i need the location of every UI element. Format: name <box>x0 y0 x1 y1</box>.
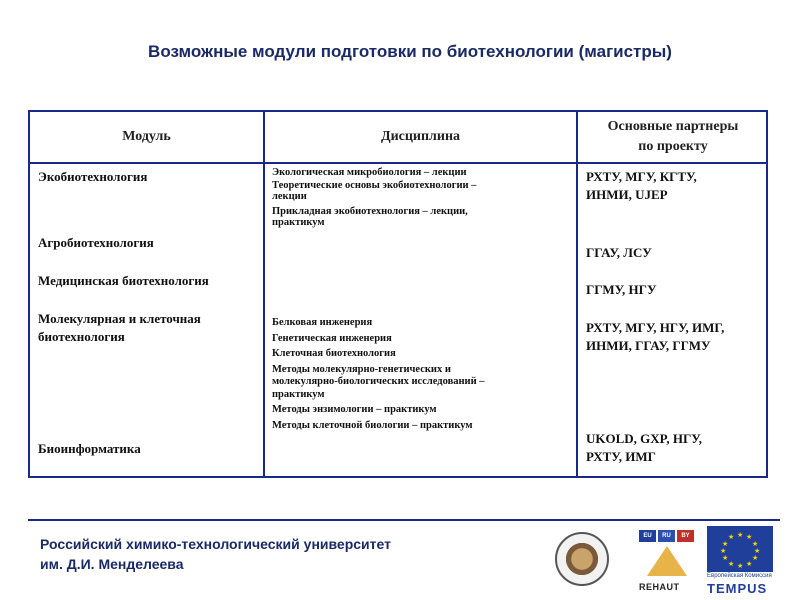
partners-agro: ГГАУ, ЛСУ <box>586 245 652 260</box>
modules-table <box>28 110 768 478</box>
eu-caption: Европейская Комиссия <box>707 573 772 579</box>
page-title: Возможные модули подготовки по биотехнологии (магистры) <box>148 42 672 61</box>
partners-line: РХТУ, ИМГ <box>586 449 656 464</box>
module-medbiotech: Медицинская биотехнология <box>38 273 209 288</box>
partners-bioinfo <box>586 430 766 466</box>
discipline-item: практикум <box>272 388 325 400</box>
header-discipline: Дисциплина <box>380 129 461 144</box>
footer-divider <box>28 519 780 521</box>
partners-line: UKOLD, GXP, НГУ, <box>586 431 702 446</box>
partners-line: ИНМИ, UJEP <box>586 187 668 202</box>
footer-line1: Российский химико-технологический университет <box>40 536 391 552</box>
partners-line: ИНМИ, ГГАУ, ГГМУ <box>586 338 711 353</box>
partner-logos <box>555 526 785 598</box>
discipline-item: Методы клеточной биологии – практикум <box>272 419 473 431</box>
discipline-item: молекулярно-биологических исследований – <box>272 376 485 387</box>
column-divider <box>576 112 578 476</box>
disciplines-molecular <box>272 317 562 432</box>
discipline-item: Белковая инженерия <box>272 317 373 328</box>
university-seal-icon <box>555 532 609 586</box>
module-bioinformatics: Биоинформатика <box>38 441 141 456</box>
module-ecobiotech: Экобиотехнология <box>38 169 148 184</box>
discipline-item: лекции <box>272 191 307 202</box>
discipline-item: практикум <box>272 217 325 228</box>
discipline-item: Клеточная биотехнология <box>272 348 396 359</box>
flags <box>639 530 694 542</box>
module-molecular-line1: Молекулярная и клеточная <box>38 311 201 326</box>
by-flag-icon: BY <box>677 530 694 542</box>
discipline-item: Прикладная экобиотехнология – лекции, <box>272 205 468 217</box>
header-partners-line1: Основные партнеры <box>607 119 739 134</box>
discipline-item: Методы энзимологии – практикум <box>272 404 437 415</box>
eu-flag-icon: EU <box>639 530 656 542</box>
discipline-item: Теоретические основы экобиотехнологии – <box>272 179 477 191</box>
footer-line2: им. Д.И. Менделеева <box>40 556 184 572</box>
partners-eco <box>586 168 766 204</box>
partners-molecular <box>586 319 766 355</box>
eu-stars-icon: ★ ★ ★ ★ ★ ★ ★ ★ ★ ★ ★ ★ <box>707 526 773 572</box>
tempus-label: TEMPUS <box>707 581 768 596</box>
discipline-item: Методы молекулярно-генетических и <box>272 363 451 375</box>
module-molecular-line2: биотехнология <box>38 329 125 344</box>
rehaut-label: REHAUT <box>639 582 680 592</box>
ru-flag-icon: RU <box>658 530 675 542</box>
rehaut-logo <box>639 530 697 592</box>
partners-med: ГГМУ, НГУ <box>586 282 657 297</box>
partners-line: РХТУ, МГУ, НГУ, ИМГ, <box>586 320 725 335</box>
column-divider <box>263 112 265 476</box>
discipline-item: Генетическая инженерия <box>272 332 392 344</box>
header-partners-line2: по проекту <box>638 139 708 154</box>
disciplines-eco <box>272 167 562 230</box>
partners-line: РХТУ, МГУ, КГТУ, <box>586 169 697 184</box>
rehaut-triangle-icon <box>647 546 687 576</box>
discipline-item: Экологическая микробиология – лекции <box>272 167 467 178</box>
header-module: Модуль <box>122 129 171 144</box>
footer-university <box>40 534 391 574</box>
module-agrobiotech: Агробиотехнология <box>38 235 154 250</box>
header-divider <box>30 162 766 164</box>
header-partners <box>578 112 768 162</box>
